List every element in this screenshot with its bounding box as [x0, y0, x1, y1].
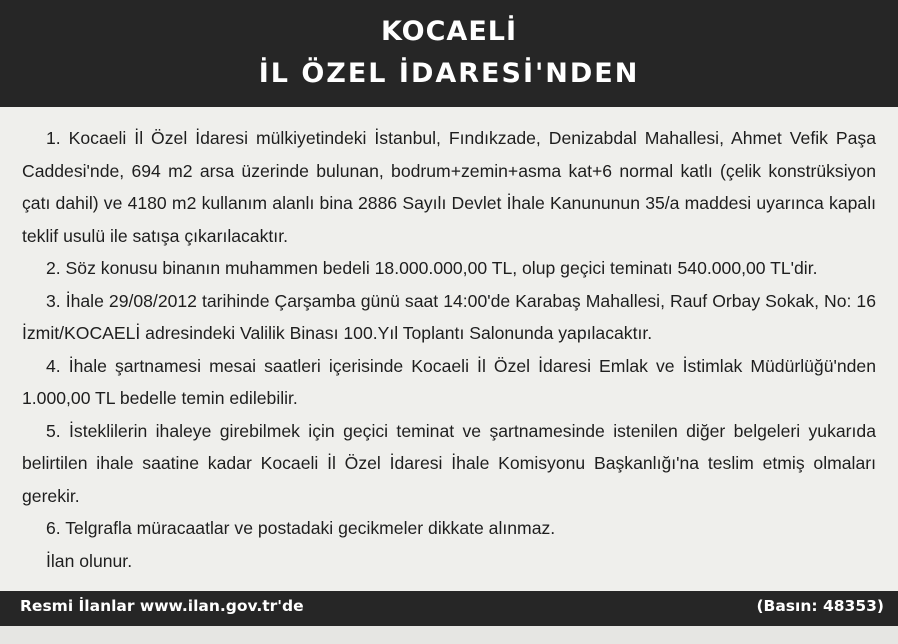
footer-website-text: Resmi İlanlar www.ilan.gov.tr'de [20, 597, 304, 615]
notice-header [0, 0, 898, 107]
notice-item-4: 4. İhale şartnamesi mesai saatleri içerisinde Kocaeli İl Özel İdaresi Emlak ve İstimlak Müdürlüğü'nden 1.000,00 TL bedelle temin edilebilir. [22, 355, 876, 408]
header-title-line1: KOCAELİ [380, 16, 518, 47]
notice-item-6: 6. Telgrafla müracaatlar ve postadaki gecikmeler dikkate alınmaz. [46, 518, 556, 538]
notice-body [22, 122, 876, 577]
footer-press-number: (Basın: 48353) [756, 597, 884, 615]
bottom-margin [0, 626, 898, 644]
closing-line: İlan olunur. [46, 550, 133, 571]
notice-item-3: 3. İhale 29/08/2012 tarihinde Çarşamba günü saat 14:00'de Karabaş Mahallesi, Rauf Orbay Sokak, No: 16 İzmit/KOCAELİ adresindeki Valilik Binası 100.Yıl Toplantı Salonunda yapılacaktır. [22, 290, 876, 343]
notice-item-1: 1. Kocaeli İl Özel İdaresi mülkiyetindeki İstanbul, Fındıkzade, Denizabdal Mahallesi, Ahmet Vefik Paşa Caddesi'nde, 694 m2 arsa üzerinde bulunan, bodrum+zemin+asma kat+6 normal katlı (çelik konstrüksiyon çatı dahil) ve 4180 m2 kullanım alanlı bina 2886 Sayılı Devlet İhale Kanununun 35/a maddesi uyarınca kapalı teklif usulü ile satışa çıkarılacaktır. [22, 128, 876, 246]
notice-item-5: 5. İsteklilerin ihaleye girebilmek için geçici teminat ve şartnamesinde istenilen diğer belgeleri yukarıda belirtilen ihale saatine kadar Kocaeli İl Özel İdaresi İhale Komisyonu Başkanlığı'na teslim etmiş olmaları gerekir. [22, 420, 876, 506]
notice-item-2: 2. Söz konusu binanın muhammen bedeli 18.000.000,00 TL, olup geçici teminatı 540.000,00 TL'dir. [46, 258, 818, 278]
header-title-line2: İL ÖZEL İDARESİ'NDEN [258, 58, 640, 89]
notice-footer [0, 591, 898, 626]
